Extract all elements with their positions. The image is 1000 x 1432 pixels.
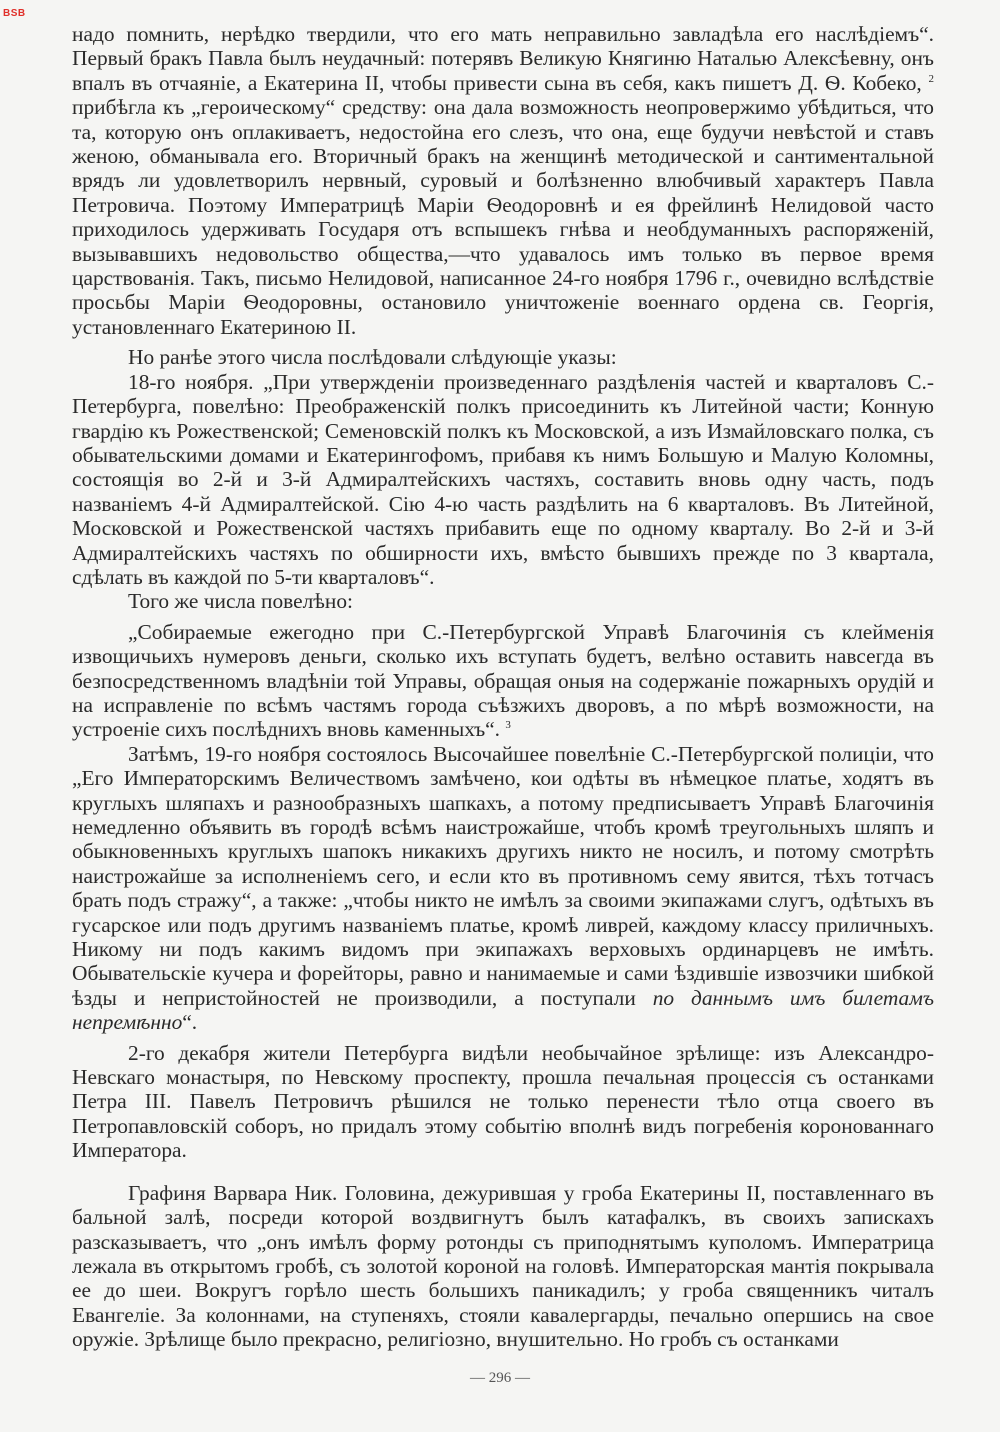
page-number: — 296 — [470,1370,530,1386]
paragraph-text: „Собираемые ежегодно при С.-Петербургской Управѣ Благочинія съ клейменія извощичьихъ нумеровъ деньги, сколько ихъ вступать будетъ, велѣно оставить навсегда въ безпосредственномъ владѣніи той Управы, обращая оныя на содержаніе пожарныхъ орудій и на исправленіе по всѣмъ частямъ города съѣзжихъ дворовъ, а по мѣрѣ возможности, на устроеніе сихъ послѣднихъ вновь каменныхъ“. [72,619,934,742]
paragraph-text: Того же числа повелѣно: [128,589,353,614]
footnote-ref[interactable]: 3 [505,719,511,732]
paragraph-1 [72,22,934,339]
paragraph-text: прибѣгла къ „героическому“ средству: она дала возможность неопровержимо убѣдиться, что та, которую онъ оплакиваетъ, недостойна его слезъ, что она, еще будучи невѣстой и ставъ женою, обманывала его. Вторичный бракъ на женщинѣ методической и сантиментальной врядъ ли удовлетворилъ нервный, суровый и болѣзненно влюбчивый характеръ Павла Петровича. Поэтому Императрицѣ Маріи Ѳеодоровнѣ и ея фрейлинѣ Нелидовой часто приходилось удерживать Государя отъ вспышекъ гнѣва и необдуманныхъ распоряженій, вызывавшихъ недовольство общества,—что удавалось имъ только въ первое время царствованія. Такъ, письмо Нелидовой, написанное 24-го ноября 1796 г., очевидно вслѣдствіе просьбы Маріи Ѳеодоровны, остановило уничтоженіе военнаго ордена св. Георгія, установленнаго Екатериною II. [72,95,934,339]
paragraph-4 [72,589,934,613]
paragraph-7 [72,1041,934,1163]
footnote-ref[interactable]: 2 [928,72,934,85]
paragraph-text: Затѣмъ, 19-го ноября состоялось Высочайшее повелѣніе С.-Петербургской полиціи, что „Его Императорскимъ Величествомъ замѣчено, кои одѣты въ нѣмецкое платье, ходятъ въ круглыхъ шляпахъ и разнообразныхъ шапкахъ, а потому предписываетъ Управѣ Благочинія немедленно объявить въ городѣ всѣмъ наистрожайше, чтобъ кромѣ треугольныхъ шляпъ и обыкновенныхъ круглыхъ шапокъ никакихъ другихъ никто не носилъ, и потому смотрѣть наистрожайше за исполненіемъ сего, и если кто въ противномъ сему явится, тѣхъ тотчасъ брать подъ стражу“, а также: „чтобы никто не имѣлъ за своими экипажами слугъ, одѣтыхъ въ гусарское или подъ другимъ названіемъ платье, кромѣ ливрей, каждому классу приличныхъ. Никому ни подъ какимъ видомъ при экипажахъ верховыхъ ординарцевъ не имѣть. Обывательскіе кучера и форейторы, равно и нанимаемые и сами ѣздившіе извозчики шибкой ѣзды и непристойностей не производили, а поступали [72,741,934,1010]
paragraph-5 [72,620,934,742]
paragraph-text: 2-го декабря жители Петербурга видѣли необычайное зрѣлище: изъ Александро-Невскаго монастыря, по Невскому проспекту, прошла печальная процессія съ останками Петра III. Павелъ Петровичъ рѣшился не только перенести тѣло отца своего въ Петропавловскій соборъ, но придалъ этому событію вполнѣ видъ погребенія коронованнаго Императора. [72,1040,934,1163]
paragraph-3 [72,370,934,590]
paragraph-6 [72,742,934,1035]
paragraph-text: надо помнить, нерѣдко твердили, что его мать неправильно завладѣла его наслѣдіемъ“. Первый бракъ Павла былъ неудачный: потерявъ Великую Княгиню Наталью Алексѣевну, онъ впалъ въ отчаяніе, а Екатерина II, чтобы привести сына въ себя, какъ пишетъ Д. Ѳ. Кобеко, [72,22,934,95]
paragraph-text: Графиня Варвара Ник. Головина, дежурившая у гроба Екатерины II, поставленнаго въ бальной залѣ, посреди которой воздвигнутъ былъ катафалкъ, въ своихъ запискахъ разсказываетъ, что „онъ имѣлъ форму ротонды съ приподнятымъ куполомъ. Императрица лежала въ открытомъ гробѣ, съ золотой короной на головѣ. Императорская мантія покрывала ее до шеи. Вокругъ горѣло шесть большихъ паникадилъ; у гроба священникъ читалъ Евангеліе. За колоннами, на ступеняхъ, стояли кавалергарды, печально опершись на свое оружіе. Зрѣлище было прекрасно, религіозно, внушительно. Но гробъ съ останками [72,1180,934,1352]
paragraph-text: “. [182,1010,198,1035]
paragraph-text: Но ранѣе этого числа послѣдовали слѣдующіе указы: [128,345,617,370]
emphasis-text: по даннымъ имъ билетамъ непремѣнно [72,985,934,1035]
paragraph-8 [72,1181,934,1352]
paragraph-2 [72,345,934,369]
page-body [72,22,934,1352]
paragraph-text: 18-го ноября. „При утвержденіи произведеннаго раздѣленія частей и кварталовъ С.-Петербурга, повелѣно: Преображенскій полкъ присоединить къ Литейной части; Конную гвардію къ Рожественской; Семеновскій полкъ къ Московской, а изъ Измайловскаго полка, съ обывательскими домами и Екатерингофомъ, прибавя къ нимъ Большую и Малую Коломны, состоящія во 2-й и 3-й Адмиралтейскихъ частяхъ, составить вновь одну часть, подъ названіемъ 4-й Адмиралтейской. Сію 4-ю часть раздѣлить на 6 кварталовъ. Въ Литейной, Московской и Рожественской частяхъ прибавить еще по одному кварталу. Во 2-й и 3-й Адмиралтейскихъ частяхъ по обширности ихъ, вмѣсто бывшихъ прежде по 3 квартала, сдѣлать въ каждой по 5-ти кварталовъ“. [72,369,934,589]
library-stamp: BSB [3,8,26,19]
